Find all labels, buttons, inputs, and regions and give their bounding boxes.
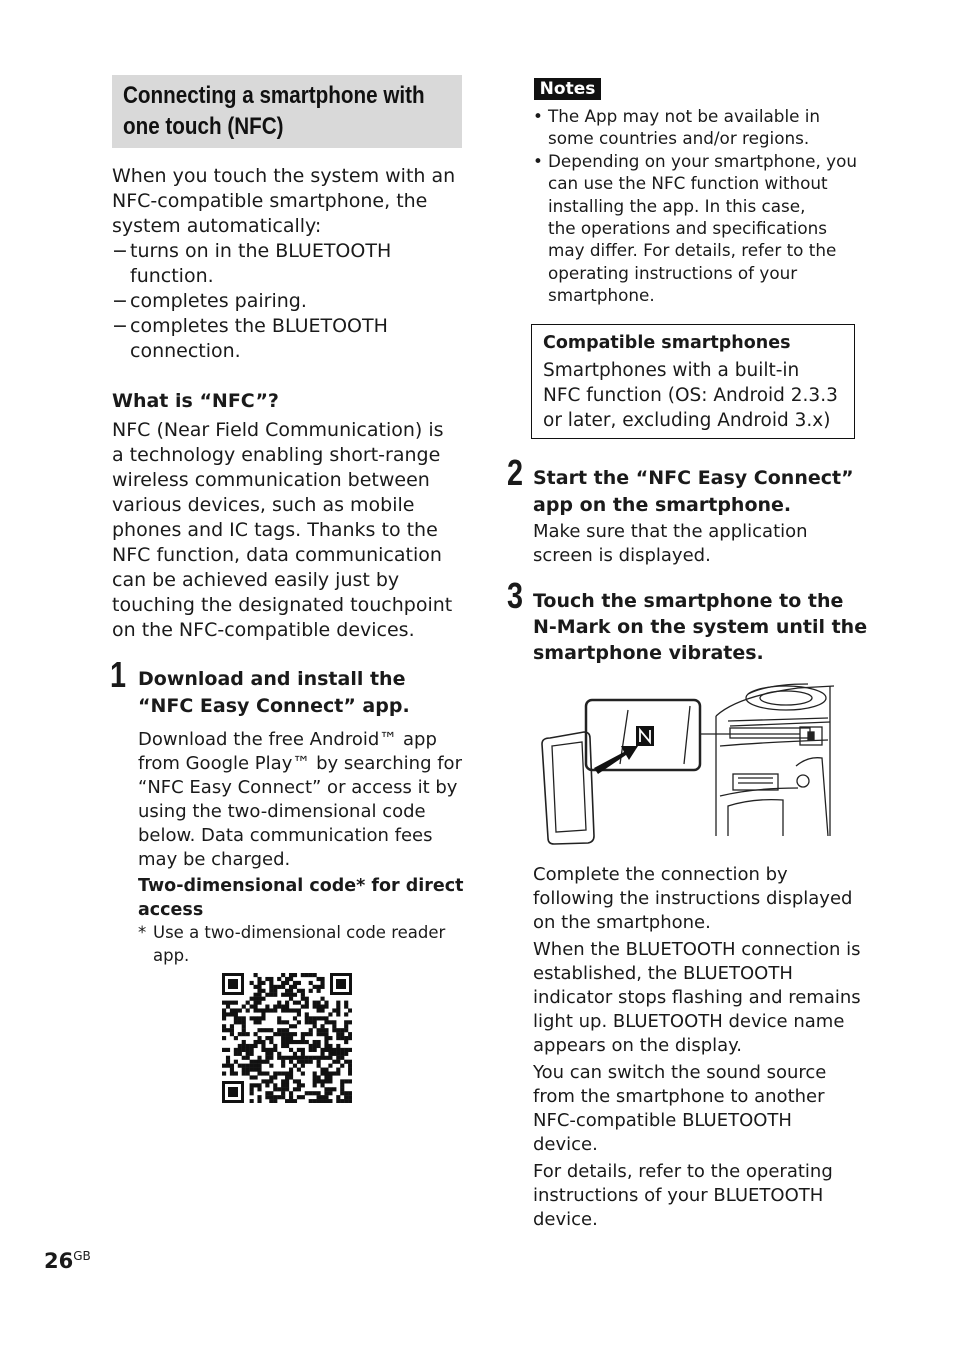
notes-list [533, 105, 857, 307]
note-line: smartphone. [548, 285, 655, 306]
step-2-body [533, 520, 808, 568]
compatible-smartphones-box [531, 324, 855, 439]
code-heading-line: access [138, 900, 204, 920]
body-line: or later, excluding Android 3.x) [543, 410, 831, 431]
step-1-title [138, 666, 410, 720]
body-line: indicator stops flashing and remains [533, 987, 861, 1008]
note-item [533, 105, 857, 150]
intro-line: When you touch the system with an [112, 165, 456, 187]
body-line: device. [533, 1209, 598, 1230]
step-2-number: 2 [507, 452, 524, 493]
step-2-title [533, 465, 854, 519]
body-line: “NFC Easy Connect” or access it by [138, 777, 458, 798]
dash-marker: − [112, 240, 128, 262]
step-3-body [533, 863, 861, 1232]
body-line: light up. BLUETOOTH device name [533, 1011, 845, 1032]
page-number-value: 26 [44, 1249, 74, 1273]
footnote-line: Use a two-dimensional code reader [153, 923, 446, 942]
list-item-line: function. [130, 265, 214, 287]
step-3-paragraph [533, 1160, 861, 1232]
notes-badge: Notes [534, 78, 601, 100]
note-line: installing the app. In this case, [548, 195, 806, 216]
step-3-number: 3 [507, 575, 524, 616]
body-line: a technology enabling short-range [112, 444, 441, 466]
step-title-line: Touch the smartphone to the [533, 590, 844, 612]
step-title-line: app on the smartphone. [533, 494, 792, 516]
compatible-body [543, 358, 838, 433]
section-title-box [112, 75, 462, 148]
step-title-line: N-Mark on the system until the [533, 616, 868, 638]
body-line: various devices, such as mobile [112, 494, 415, 516]
body-line: NFC function (OS: Android 2.3.3 [543, 385, 838, 406]
body-line: wireless communication between [112, 469, 430, 491]
body-line: Make sure that the application [533, 521, 808, 542]
body-line: device. [533, 1134, 598, 1155]
compatible-heading: Compatible smartphones [543, 333, 791, 353]
step-3-paragraph [533, 863, 861, 935]
note-line: operating instructions of your [548, 262, 798, 283]
what-is-nfc-body [112, 418, 452, 643]
body-line: may be charged. [138, 849, 291, 870]
body-line: can be achieved easily just by [112, 569, 400, 591]
body-line: from the smartphone to another [533, 1086, 825, 1107]
body-line: NFC (Near Field Communication) is [112, 419, 444, 441]
list-item-line: completes pairing. [130, 290, 307, 312]
note-line: the operations and specifications [548, 218, 828, 239]
step-title-line: Start the “NFC Easy Connect” [533, 467, 854, 489]
body-line: on the smartphone. [533, 912, 711, 933]
step-1-body [138, 728, 462, 872]
step-title-line: Download and install the [138, 668, 406, 690]
list-item-line: connection. [130, 340, 241, 362]
body-line: Smartphones with a built-in [543, 360, 800, 381]
body-line: Download the free Android™ app [138, 729, 437, 750]
footnote-mark: * [138, 923, 147, 942]
body-line: screen is displayed. [533, 545, 711, 566]
body-line: You can switch the sound source [533, 1062, 827, 1083]
intro-line: NFC-compatible smartphone, the [112, 190, 428, 212]
body-line: touching the designated touchpoint [112, 594, 453, 616]
intro-list-item [112, 239, 452, 289]
dash-marker: − [112, 290, 128, 312]
section-title-line: one touch (NFC) [123, 113, 284, 140]
section-title-line: Connecting a smartphone with [123, 82, 425, 109]
step-3-title [533, 588, 867, 666]
dash-marker: − [112, 315, 128, 337]
section-title [123, 80, 425, 142]
note-line: Depending on your smartphone, you [548, 150, 857, 171]
note-line: some countries and/or regions. [548, 128, 810, 149]
page-number [44, 1249, 91, 1273]
step-3-paragraph [533, 938, 861, 1058]
body-line: phones and IC tags. Thanks to the [112, 519, 438, 541]
qr-code-image [222, 973, 352, 1103]
body-line: NFC function, data communication [112, 544, 442, 566]
body-line: established, the BLUETOOTH [533, 963, 793, 984]
code-heading-line: Two-dimensional code* for direct [138, 876, 464, 896]
intro-paragraph [112, 164, 455, 239]
list-item-line: completes the BLUETOOTH [130, 315, 388, 337]
body-line: NFC-compatible BLUETOOTH [533, 1110, 792, 1131]
note-line: may differ. For details, refer to the [548, 240, 837, 261]
body-line: appears on the display. [533, 1035, 742, 1056]
code-heading [138, 874, 464, 922]
list-item-line: turns on in the BLUETOOTH [130, 240, 392, 262]
page-number-suffix: GB [73, 1249, 91, 1263]
bullet-icon: • [533, 150, 543, 171]
body-line: For details, refer to the operating [533, 1161, 833, 1182]
footnote [138, 921, 445, 967]
note-line: can use the NFC function without [548, 173, 828, 194]
note-item [533, 150, 857, 307]
bullet-icon: • [533, 106, 543, 126]
nfc-touch-illustration [538, 676, 838, 846]
intro-line: system automatically: [112, 215, 322, 237]
body-line: using the two-dimensional code [138, 801, 426, 822]
intro-list-item [112, 289, 452, 314]
intro-list [112, 239, 452, 364]
footnote-line: app. [153, 946, 190, 965]
step-title-line: smartphone vibrates. [533, 642, 764, 664]
step-title-line: “NFC Easy Connect” app. [138, 695, 410, 717]
what-is-nfc-heading: What is “NFC”? [112, 390, 279, 412]
body-line: following the instructions displayed [533, 888, 853, 909]
body-line: on the NFC-compatible devices. [112, 619, 415, 641]
body-line: When the BLUETOOTH connection is [533, 939, 861, 960]
body-line: from Google Play™ by searching for [138, 753, 462, 774]
body-line: below. Data communication fees [138, 825, 433, 846]
step-3-paragraph [533, 1061, 861, 1157]
body-line: instructions of your BLUETOOTH [533, 1185, 824, 1206]
intro-list-item [112, 314, 452, 364]
body-line: Complete the connection by [533, 864, 788, 885]
step-1-number: 1 [110, 654, 127, 695]
note-line: The App may not be available in [548, 106, 821, 126]
